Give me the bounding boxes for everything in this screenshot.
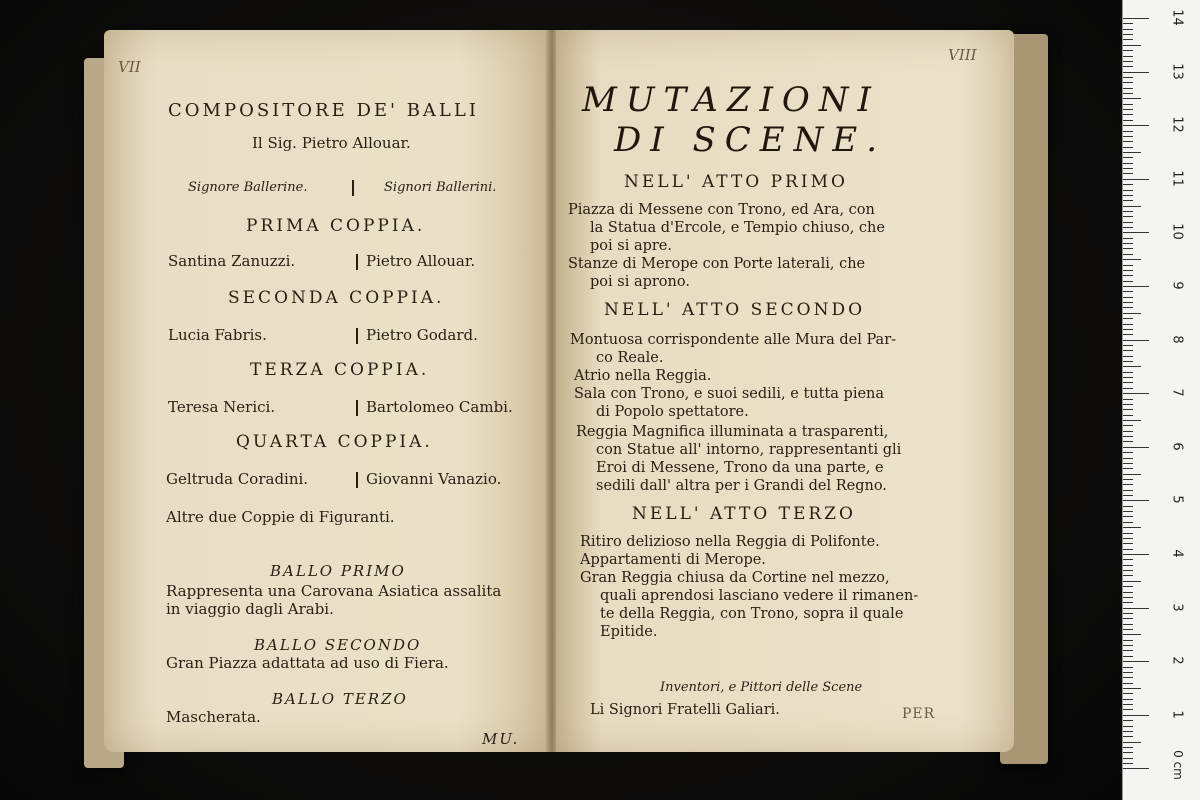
ruler-tick	[1123, 602, 1133, 603]
ruler-tick	[1123, 141, 1133, 142]
ruler-tick	[1123, 506, 1133, 507]
ballo-primo-title: BALLO PRIMO	[270, 562, 406, 580]
ruler-tick	[1123, 441, 1133, 442]
ruler-tick	[1123, 179, 1149, 180]
ruler-tick	[1123, 431, 1133, 432]
ruler-tick	[1123, 554, 1149, 555]
ballo-primo-line: Rappresenta una Carovana Asiatica assalita	[166, 582, 502, 600]
ruler-tick	[1123, 420, 1141, 421]
atto-secondo-line: sedili dall' altra per i Grandi del Regno.	[596, 478, 887, 494]
composer-name: Il Sig. Pietro Allouar.	[252, 134, 411, 152]
ruler-tick	[1123, 324, 1133, 325]
ruler-tick	[1123, 768, 1149, 769]
atto-primo-line: Stanze di Merope con Porte laterali, che	[568, 256, 866, 272]
ruler-number: 14	[1169, 9, 1185, 26]
ruler-tick	[1123, 125, 1149, 126]
ruler-tick	[1123, 345, 1133, 346]
right-page	[556, 30, 1014, 752]
ruler-tick	[1123, 120, 1133, 121]
ruler-tick	[1123, 409, 1133, 410]
ruler-tick	[1123, 575, 1133, 576]
ruler-tick	[1123, 329, 1133, 330]
ruler-tick	[1123, 297, 1133, 298]
ruler-tick	[1123, 302, 1133, 303]
ruler-tick	[1123, 275, 1133, 276]
couple-title: TERZA COPPIA.	[250, 360, 430, 380]
ruler-tick	[1123, 667, 1133, 668]
atto-secondo-line: Montuosa corrispondente alle Mura del Par-	[570, 332, 897, 348]
couple-gentleman: Pietro Allouar.	[366, 252, 476, 270]
couple-lady: Santina Zanuzzi.	[168, 252, 296, 270]
ruler-tick	[1123, 222, 1133, 223]
ruler-tick	[1123, 238, 1133, 239]
ruler-tick	[1123, 388, 1133, 389]
ruler-tick	[1123, 259, 1141, 260]
ruler-tick	[1123, 114, 1133, 115]
ruler-tick	[1123, 93, 1133, 94]
ruler-tick	[1123, 318, 1133, 319]
composer-heading: COMPOSITORE DE' BALLI	[168, 100, 479, 121]
ruler-tick	[1123, 404, 1133, 405]
ruler-tick	[1123, 474, 1141, 475]
ruler-tick	[1123, 699, 1133, 700]
atto-secondo-line: Eroi di Messene, Trono da una parte, e	[596, 460, 884, 476]
ruler-tick	[1123, 527, 1141, 528]
ruler-tick	[1123, 18, 1149, 19]
ruler-tick	[1123, 366, 1141, 367]
ruler-tick	[1123, 190, 1133, 191]
ruler-tick	[1123, 136, 1133, 137]
ballo-terzo-line: Mascherata.	[166, 708, 261, 726]
couple-title: SECONDA COPPIA.	[228, 288, 445, 308]
ruler-tick	[1123, 549, 1133, 550]
ruler-tick	[1123, 425, 1133, 426]
ruler-tick	[1123, 613, 1133, 614]
ballo-secondo-title: BALLO SECONDO	[254, 636, 422, 654]
atto-terzo-line: Appartamenti di Merope.	[580, 552, 766, 568]
ruler-tick	[1123, 415, 1133, 416]
ruler-tick	[1123, 393, 1149, 394]
ruler-tick	[1123, 291, 1133, 292]
ruler-tick	[1123, 661, 1149, 662]
ruler-tick	[1123, 131, 1133, 132]
ruler-tick	[1123, 66, 1133, 67]
ruler-tick	[1123, 645, 1133, 646]
ruler-tick	[1123, 227, 1133, 228]
ruler-tick	[1123, 742, 1141, 743]
ruler-tick	[1123, 500, 1149, 501]
ruler-tick	[1123, 763, 1133, 764]
ruler-tick	[1123, 452, 1133, 453]
ruler-tick	[1123, 752, 1133, 753]
ruler-number: 7	[1169, 388, 1185, 397]
atto-terzo-line: quali aprendosi lasciano vedere il rimanen-	[600, 588, 919, 604]
ruler-tick	[1123, 254, 1133, 255]
ruler-number: 1	[1169, 710, 1185, 719]
ruler-number: 9	[1169, 281, 1185, 290]
ruler-tick	[1123, 157, 1133, 158]
atto-primo-line: poi si aprono.	[590, 274, 690, 290]
ruler-tick	[1123, 77, 1133, 78]
couple-lady: Geltruda Coradini.	[166, 470, 309, 488]
atto-secondo-line: co Reale.	[596, 350, 664, 366]
ruler-tick	[1123, 688, 1141, 689]
atto-primo-line: Piazza di Messene con Trono, ed Ara, con	[568, 202, 875, 218]
ruler-tick	[1123, 650, 1133, 651]
ruler-tick	[1123, 350, 1133, 351]
ruler-tick	[1123, 736, 1133, 737]
ruler-tick	[1123, 50, 1133, 51]
ruler-tick	[1123, 377, 1133, 378]
ruler-tick	[1123, 634, 1141, 635]
ruler-tick	[1123, 731, 1133, 732]
ruler-tick	[1123, 168, 1133, 169]
ruler-tick	[1123, 618, 1133, 619]
ruler-tick	[1123, 382, 1133, 383]
ruler-unit: 0 cm	[1170, 750, 1185, 780]
ballo-secondo-line: Gran Piazza adattata ad uso di Fiera.	[166, 654, 449, 672]
ruler-tick	[1123, 533, 1133, 534]
left-page	[104, 30, 548, 752]
col-header-ladies: Signore Ballerine.	[188, 180, 308, 195]
ruler-tick	[1123, 34, 1133, 35]
extra-couples: Altre due Coppie di Figuranti.	[166, 508, 395, 526]
atto-secondo-line: Atrio nella Reggia.	[574, 368, 712, 384]
ruler-tick	[1123, 286, 1149, 287]
ruler-tick	[1123, 726, 1133, 727]
col-header-gentlemen: Signori Ballerini.	[384, 180, 497, 195]
ruler-tick	[1123, 570, 1133, 571]
ruler-tick	[1123, 23, 1133, 24]
ruler-tick	[1123, 581, 1141, 582]
ruler-tick	[1123, 629, 1133, 630]
ruler-tick	[1123, 361, 1133, 362]
couple-gentleman: Giovanni Vanazio.	[366, 470, 502, 488]
credit-label: Inventori, e Pittori delle Scene	[660, 680, 863, 695]
ruler-tick	[1123, 543, 1133, 544]
ruler-tick	[1123, 313, 1141, 314]
ruler-tick	[1123, 356, 1133, 357]
ruler-tick	[1123, 683, 1133, 684]
ruler-tick	[1123, 173, 1133, 174]
ruler-number: 11	[1169, 170, 1185, 187]
atto-secondo-line: Sala con Trono, e suoi sedili, e tutta piena	[574, 386, 885, 402]
ruler-tick	[1123, 463, 1133, 464]
ruler-tick	[1123, 82, 1133, 83]
couple-title: QUARTA COPPIA.	[236, 432, 433, 452]
ruler-tick	[1123, 88, 1133, 89]
ruler-tick	[1123, 104, 1133, 105]
ruler-tick	[1123, 29, 1133, 30]
ruler-tick	[1123, 184, 1133, 185]
ruler-tick	[1123, 270, 1133, 271]
ruler-tick	[1123, 715, 1149, 716]
ruler-tick	[1123, 216, 1133, 217]
ruler-tick	[1123, 340, 1149, 341]
atto-primo-line: poi si apre.	[590, 238, 672, 254]
catchword-right: PER	[902, 706, 936, 722]
ruler-tick	[1123, 608, 1149, 609]
ruler-tick	[1123, 61, 1133, 62]
ruler-tick	[1123, 516, 1133, 517]
ruler-tick	[1123, 586, 1133, 587]
column-divider	[352, 180, 354, 196]
atto-terzo-line: Gran Reggia chiusa da Cortine nel mezzo,	[580, 570, 890, 586]
ruler-number: 12	[1169, 116, 1185, 133]
ruler-tick	[1123, 484, 1133, 485]
ruler-tick	[1123, 677, 1133, 678]
ruler-tick	[1123, 597, 1133, 598]
ruler-tick	[1123, 490, 1133, 491]
ruler-tick	[1123, 592, 1133, 593]
couple-gentleman: Bartolomeo Cambi.	[366, 398, 513, 416]
title-line-2: DI SCENE.	[614, 120, 887, 160]
ruler-tick	[1123, 495, 1133, 496]
ruler-tick	[1123, 479, 1133, 480]
ruler-tick	[1123, 248, 1133, 249]
credit-names: Li Signori Fratelli Galiari.	[590, 702, 780, 718]
ruler-tick	[1123, 56, 1133, 57]
couple-lady: Teresa Nerici.	[168, 398, 276, 416]
measurement-ruler	[1122, 0, 1200, 800]
ruler-tick	[1123, 334, 1133, 335]
atto-secondo-heading: NELL' ATTO SECONDO	[604, 300, 866, 320]
atto-secondo-line: di Popolo spettatore.	[596, 404, 749, 420]
ruler-tick	[1123, 458, 1133, 459]
ruler-tick	[1123, 72, 1149, 73]
ruler-tick	[1123, 511, 1133, 512]
ruler-tick	[1123, 232, 1149, 233]
column-divider	[356, 328, 358, 344]
ruler-tick	[1123, 243, 1133, 244]
couple-lady: Lucia Fabris.	[168, 326, 267, 344]
folio-left: VII	[118, 58, 141, 76]
ruler-tick	[1123, 720, 1133, 721]
ruler-tick	[1123, 265, 1133, 266]
ruler-tick	[1123, 522, 1133, 523]
ruler-tick	[1123, 672, 1133, 673]
ruler-tick	[1123, 447, 1149, 448]
ruler-tick	[1123, 98, 1141, 99]
ruler-tick	[1123, 693, 1133, 694]
ruler-tick	[1123, 656, 1133, 657]
ruler-tick	[1123, 45, 1141, 46]
ruler-number: 2	[1169, 656, 1185, 665]
ruler-tick	[1123, 372, 1133, 373]
ruler-tick	[1123, 152, 1141, 153]
ballo-terzo-title: BALLO TERZO	[272, 690, 408, 708]
ruler-number: 10	[1169, 223, 1185, 241]
ruler-number: 4	[1169, 549, 1185, 558]
atto-terzo-line: Ritiro delizioso nella Reggia di Polifonte.	[580, 534, 880, 550]
ruler-tick	[1123, 307, 1133, 308]
ruler-tick	[1123, 281, 1133, 282]
ruler-tick	[1123, 200, 1133, 201]
atto-terzo-line: te della Reggia, con Trono, sopra il quale	[600, 606, 904, 622]
title-line-1: MUTAZIONI	[582, 80, 880, 120]
column-divider	[356, 400, 358, 416]
column-divider	[356, 472, 358, 488]
ruler-tick	[1123, 559, 1133, 560]
ruler-tick	[1123, 565, 1133, 566]
atto-terzo-heading: NELL' ATTO TERZO	[632, 504, 856, 524]
couple-gentleman: Pietro Godard.	[366, 326, 478, 344]
ruler-number: 6	[1169, 442, 1185, 451]
ruler-tick	[1123, 538, 1133, 539]
catchword-left: MU.	[482, 730, 520, 748]
ruler-number: 13	[1169, 62, 1185, 80]
ruler-tick	[1123, 109, 1133, 110]
ruler-tick	[1123, 624, 1133, 625]
couple-title: PRIMA COPPIA.	[246, 216, 426, 236]
ruler-tick	[1123, 704, 1133, 705]
ruler-tick	[1123, 468, 1133, 469]
ruler-tick	[1123, 147, 1133, 148]
atto-primo-heading: NELL' ATTO PRIMO	[624, 172, 848, 192]
folio-right: VIII	[948, 46, 977, 64]
ruler-tick	[1123, 747, 1133, 748]
ruler-number: 8	[1169, 334, 1185, 344]
ruler-tick	[1123, 39, 1133, 40]
column-divider	[356, 254, 358, 270]
ruler-tick	[1123, 211, 1133, 212]
atto-secondo-line: Reggia Magnifica illuminata a trasparenti,	[576, 424, 889, 440]
ruler-tick	[1123, 206, 1141, 207]
ruler-tick	[1123, 399, 1133, 400]
atto-primo-line: la Statua d'Ercole, e Tempio chiuso, che	[590, 220, 885, 236]
ruler-number: 3	[1169, 602, 1185, 612]
ruler-tick	[1123, 758, 1133, 759]
ruler-tick	[1123, 640, 1133, 641]
ruler-tick	[1123, 709, 1133, 710]
ruler-tick	[1123, 195, 1133, 196]
ruler-number: 5	[1169, 495, 1185, 505]
atto-secondo-line: con Statue all' intorno, rappresentanti gli	[596, 442, 902, 458]
atto-terzo-line: Epitide.	[600, 624, 658, 640]
ruler-tick	[1123, 436, 1133, 437]
ruler-tick	[1123, 163, 1133, 164]
ballo-primo-line: in viaggio dagli Arabi.	[166, 600, 334, 618]
